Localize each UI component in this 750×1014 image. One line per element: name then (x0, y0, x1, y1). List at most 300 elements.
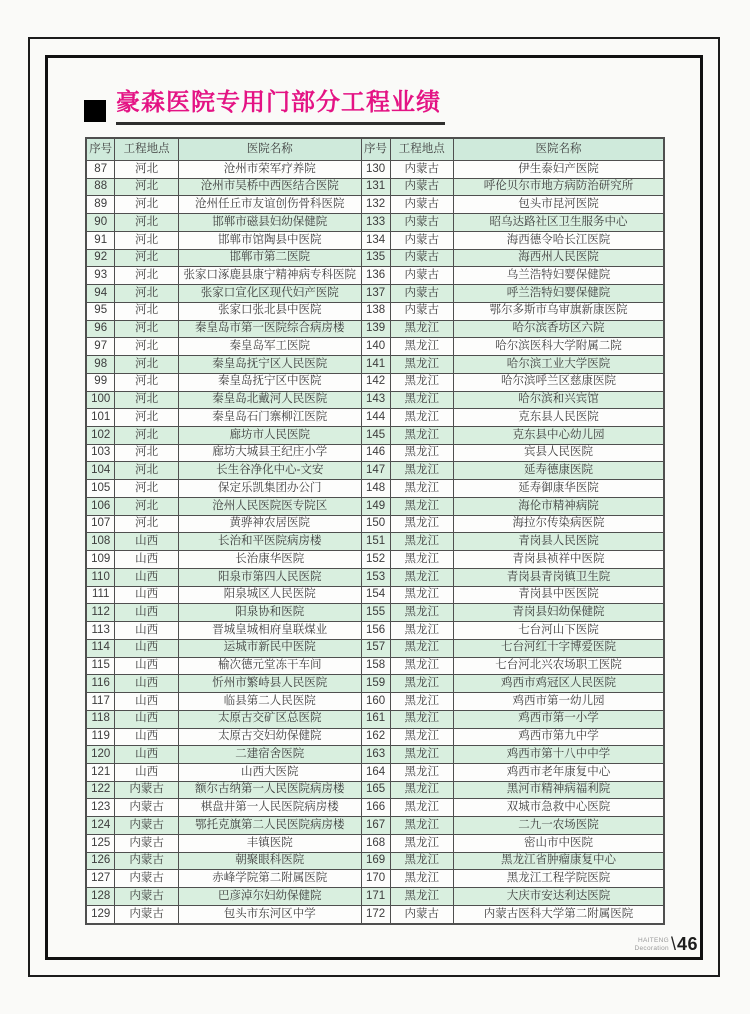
left-index-cell: 105 (86, 480, 115, 498)
right-hospital-cell: 哈尔滨医科大学附属二院 (454, 338, 664, 356)
left-hospital-cell: 沧州任丘市友谊创伤骨科医院 (178, 196, 361, 214)
left-hospital-cell: 秦皇岛军工医院 (178, 338, 361, 356)
left-hospital-cell: 山西大医院 (178, 763, 361, 781)
left-index-cell: 92 (86, 249, 115, 267)
left-index-cell: 128 (86, 888, 115, 906)
right-hospital-cell: 包头市昆河医院 (454, 196, 664, 214)
header-location-right: 工程地点 (390, 138, 454, 161)
left-hospital-cell: 沧州市吴桥中西医结合医院 (178, 178, 361, 196)
left-hospital-cell: 包头市东河区中学 (178, 905, 361, 924)
right-location-cell: 黑龙江 (390, 568, 454, 586)
left-hospital-cell: 张家口张北县中医院 (178, 302, 361, 320)
header-hospital-left: 医院名称 (178, 138, 361, 161)
right-hospital-cell: 青岗县妇幼保健院 (454, 604, 664, 622)
right-location-cell: 黑龙江 (390, 746, 454, 764)
right-location-cell: 内蒙古 (390, 196, 454, 214)
right-location-cell: 黑龙江 (390, 373, 454, 391)
left-index-cell: 129 (86, 905, 115, 924)
right-location-cell: 内蒙古 (390, 905, 454, 924)
table-row (86, 515, 664, 533)
right-hospital-cell: 宾县人民医院 (454, 444, 664, 462)
right-location-cell: 黑龙江 (390, 604, 454, 622)
left-location-cell: 山西 (115, 568, 179, 586)
table-row (86, 214, 664, 232)
left-hospital-cell: 张家口涿鹿县康宁精神病专科医院 (178, 267, 361, 285)
page-footer (635, 934, 698, 955)
header-index-left: 序号 (86, 138, 115, 161)
right-index-cell: 170 (361, 870, 390, 888)
left-location-cell: 河北 (115, 356, 179, 374)
table-row (86, 320, 664, 338)
right-hospital-cell: 呼伦贝尔市地方病防治研究所 (454, 178, 664, 196)
right-hospital-cell: 二九一农场医院 (454, 817, 664, 835)
left-hospital-cell: 长治和平医院病房楼 (178, 533, 361, 551)
page-number: 46 (676, 934, 698, 954)
left-location-cell: 河北 (115, 161, 179, 179)
right-index-cell: 147 (361, 462, 390, 480)
table-row (86, 161, 664, 179)
left-location-cell: 山西 (115, 622, 179, 640)
right-hospital-cell: 海西德令哈长江医院 (454, 231, 664, 249)
right-hospital-cell: 青岗县中医医院 (454, 586, 664, 604)
left-location-cell: 河北 (115, 285, 179, 303)
left-index-cell: 113 (86, 622, 115, 640)
left-index-cell: 111 (86, 586, 115, 604)
right-hospital-cell: 海伦市精神病院 (454, 497, 664, 515)
table-row (86, 444, 664, 462)
table-row (86, 373, 664, 391)
left-location-cell: 山西 (115, 639, 179, 657)
right-location-cell: 黑龙江 (390, 675, 454, 693)
table-row (86, 231, 664, 249)
right-index-cell: 153 (361, 568, 390, 586)
header-row (86, 138, 664, 161)
table-row (86, 799, 664, 817)
table-row (86, 285, 664, 303)
right-location-cell: 黑龙江 (390, 427, 454, 445)
left-location-cell: 内蒙古 (115, 781, 179, 799)
left-index-cell: 108 (86, 533, 115, 551)
left-hospital-cell: 忻州市繁峙县人民医院 (178, 675, 361, 693)
right-index-cell: 169 (361, 852, 390, 870)
left-index-cell: 109 (86, 551, 115, 569)
left-index-cell: 96 (86, 320, 115, 338)
table-row (86, 533, 664, 551)
left-hospital-cell: 晋城皇城相府皇联煤业 (178, 622, 361, 640)
right-hospital-cell: 鸡西市老年康复中心 (454, 763, 664, 781)
right-index-cell: 148 (361, 480, 390, 498)
right-hospital-cell: 密山市中医院 (454, 834, 664, 852)
left-hospital-cell: 长治康华医院 (178, 551, 361, 569)
table-row (86, 763, 664, 781)
right-location-cell: 黑龙江 (390, 781, 454, 799)
left-hospital-cell: 秦皇岛抚宁区中医院 (178, 373, 361, 391)
table-row (86, 497, 664, 515)
right-index-cell: 156 (361, 622, 390, 640)
table-row (86, 905, 664, 924)
table-row (86, 267, 664, 285)
right-index-cell: 162 (361, 728, 390, 746)
table-row (86, 409, 664, 427)
right-location-cell: 黑龙江 (390, 799, 454, 817)
right-index-cell: 140 (361, 338, 390, 356)
right-location-cell: 黑龙江 (390, 480, 454, 498)
right-index-cell: 139 (361, 320, 390, 338)
table-row (86, 302, 664, 320)
left-hospital-cell: 额尔古纳第一人民医院病房楼 (178, 781, 361, 799)
right-location-cell: 黑龙江 (390, 551, 454, 569)
left-hospital-cell: 黄骅神农居医院 (178, 515, 361, 533)
right-hospital-cell: 呼兰浩特妇婴保健院 (454, 285, 664, 303)
right-index-cell: 152 (361, 551, 390, 569)
right-location-cell: 内蒙古 (390, 231, 454, 249)
table-row (86, 728, 664, 746)
right-hospital-cell: 鸡西市鸡冠区人民医院 (454, 675, 664, 693)
right-index-cell: 171 (361, 888, 390, 906)
table-row (86, 622, 664, 640)
table-row (86, 249, 664, 267)
right-index-cell: 130 (361, 161, 390, 179)
right-hospital-cell: 黑龙江省肿瘤康复中心 (454, 852, 664, 870)
left-location-cell: 河北 (115, 214, 179, 232)
right-index-cell: 161 (361, 710, 390, 728)
table-row (86, 462, 664, 480)
left-location-cell: 山西 (115, 657, 179, 675)
right-hospital-cell: 青岗县青岗镇卫生院 (454, 568, 664, 586)
left-index-cell: 120 (86, 746, 115, 764)
right-location-cell: 黑龙江 (390, 391, 454, 409)
right-hospital-cell: 七台河红十字博爱医院 (454, 639, 664, 657)
right-location-cell: 黑龙江 (390, 657, 454, 675)
right-index-cell: 138 (361, 302, 390, 320)
left-index-cell: 116 (86, 675, 115, 693)
left-hospital-cell: 阳泉市第四人民医院 (178, 568, 361, 586)
left-hospital-cell: 廊坊大城县王纪庄小学 (178, 444, 361, 462)
right-location-cell: 黑龙江 (390, 852, 454, 870)
right-location-cell: 黑龙江 (390, 356, 454, 374)
left-location-cell: 内蒙古 (115, 852, 179, 870)
table-row (86, 178, 664, 196)
left-location-cell: 河北 (115, 196, 179, 214)
right-hospital-cell: 鄂尔多斯市乌审旗新康医院 (454, 302, 664, 320)
left-location-cell: 河北 (115, 444, 179, 462)
right-location-cell: 黑龙江 (390, 497, 454, 515)
right-hospital-cell: 黑龙江工程学院医院 (454, 870, 664, 888)
left-hospital-cell: 棋盘井第一人民医院病房楼 (178, 799, 361, 817)
left-location-cell: 河北 (115, 249, 179, 267)
left-hospital-cell: 邯郸市第二医院 (178, 249, 361, 267)
left-hospital-cell: 二建宿舍医院 (178, 746, 361, 764)
title-bullet-square-icon (84, 100, 106, 122)
left-hospital-cell: 榆次德元堂冻干车间 (178, 657, 361, 675)
right-location-cell: 黑龙江 (390, 444, 454, 462)
right-hospital-cell: 青岗县祯祥中医院 (454, 551, 664, 569)
right-index-cell: 163 (361, 746, 390, 764)
left-hospital-cell: 秦皇岛市第一医院综合病房楼 (178, 320, 361, 338)
left-index-cell: 115 (86, 657, 115, 675)
table-row (86, 568, 664, 586)
left-hospital-cell: 朝聚眼科医院 (178, 852, 361, 870)
brand-mark (635, 937, 669, 952)
right-index-cell: 131 (361, 178, 390, 196)
right-hospital-cell: 鸡西市第九中学 (454, 728, 664, 746)
left-location-cell: 内蒙古 (115, 799, 179, 817)
left-location-cell: 山西 (115, 604, 179, 622)
right-hospital-cell: 哈尔滨工业大学医院 (454, 356, 664, 374)
right-location-cell: 黑龙江 (390, 639, 454, 657)
right-hospital-cell: 伊生泰妇产医院 (454, 161, 664, 179)
right-location-cell: 内蒙古 (390, 267, 454, 285)
left-hospital-cell: 邯郸市磁县妇幼保健院 (178, 214, 361, 232)
left-location-cell: 河北 (115, 515, 179, 533)
right-index-cell: 159 (361, 675, 390, 693)
right-hospital-cell: 乌兰浩特妇婴保健院 (454, 267, 664, 285)
table-row (86, 427, 664, 445)
table-row (86, 586, 664, 604)
left-hospital-cell: 巴彦淖尔妇幼保健院 (178, 888, 361, 906)
table-header (86, 138, 664, 161)
header-location-left: 工程地点 (115, 138, 179, 161)
right-index-cell: 154 (361, 586, 390, 604)
left-index-cell: 94 (86, 285, 115, 303)
left-hospital-cell: 临县第二人民医院 (178, 693, 361, 711)
left-location-cell: 内蒙古 (115, 905, 179, 924)
projects-table (85, 137, 665, 925)
left-location-cell: 山西 (115, 746, 179, 764)
table-row (86, 693, 664, 711)
right-location-cell: 黑龙江 (390, 409, 454, 427)
left-index-cell: 101 (86, 409, 115, 427)
left-index-cell: 98 (86, 356, 115, 374)
right-index-cell: 145 (361, 427, 390, 445)
right-index-cell: 158 (361, 657, 390, 675)
right-hospital-cell: 延寿御康华医院 (454, 480, 664, 498)
right-index-cell: 142 (361, 373, 390, 391)
left-hospital-cell: 太原古交矿区总医院 (178, 710, 361, 728)
page-title-block (84, 90, 445, 125)
left-hospital-cell: 阳泉城区人民医院 (178, 586, 361, 604)
left-location-cell: 河北 (115, 427, 179, 445)
left-location-cell: 河北 (115, 480, 179, 498)
table-row (86, 781, 664, 799)
right-hospital-cell: 双城市急救中心医院 (454, 799, 664, 817)
table-row (86, 852, 664, 870)
left-index-cell: 126 (86, 852, 115, 870)
left-location-cell: 河北 (115, 497, 179, 515)
left-location-cell: 内蒙古 (115, 888, 179, 906)
table-row (86, 604, 664, 622)
right-index-cell: 150 (361, 515, 390, 533)
left-hospital-cell: 秦皇岛抚宁区人民医院 (178, 356, 361, 374)
right-location-cell: 内蒙古 (390, 249, 454, 267)
left-index-cell: 97 (86, 338, 115, 356)
left-hospital-cell: 鄂托克旗第二人民医院病房楼 (178, 817, 361, 835)
table-row (86, 356, 664, 374)
right-index-cell: 165 (361, 781, 390, 799)
left-location-cell: 山西 (115, 763, 179, 781)
right-hospital-cell: 克东县中心幼儿园 (454, 427, 664, 445)
right-location-cell: 内蒙古 (390, 285, 454, 303)
left-location-cell: 河北 (115, 373, 179, 391)
right-location-cell: 黑龙江 (390, 533, 454, 551)
right-hospital-cell: 大庆市安达利达医院 (454, 888, 664, 906)
right-index-cell: 157 (361, 639, 390, 657)
left-location-cell: 河北 (115, 231, 179, 249)
right-index-cell: 137 (361, 285, 390, 303)
left-index-cell: 122 (86, 781, 115, 799)
right-hospital-cell: 青岗县人民医院 (454, 533, 664, 551)
left-hospital-cell: 赤峰学院第二附属医院 (178, 870, 361, 888)
left-index-cell: 100 (86, 391, 115, 409)
right-index-cell: 166 (361, 799, 390, 817)
right-location-cell: 黑龙江 (390, 586, 454, 604)
left-index-cell: 114 (86, 639, 115, 657)
page-title: 豪森医院专用门部分工程业绩 (116, 90, 445, 125)
left-location-cell: 河北 (115, 320, 179, 338)
right-location-cell: 黑龙江 (390, 622, 454, 640)
left-index-cell: 117 (86, 693, 115, 711)
left-location-cell: 山西 (115, 693, 179, 711)
left-hospital-cell: 廊坊市人民医院 (178, 427, 361, 445)
right-index-cell: 146 (361, 444, 390, 462)
header-hospital-right: 医院名称 (454, 138, 664, 161)
left-index-cell: 91 (86, 231, 115, 249)
right-location-cell: 黑龙江 (390, 462, 454, 480)
right-location-cell: 黑龙江 (390, 515, 454, 533)
right-location-cell: 黑龙江 (390, 693, 454, 711)
table-row (86, 710, 664, 728)
left-index-cell: 118 (86, 710, 115, 728)
right-hospital-cell: 哈尔滨香坊区六院 (454, 320, 664, 338)
left-location-cell: 河北 (115, 462, 179, 480)
left-index-cell: 95 (86, 302, 115, 320)
table-row (86, 196, 664, 214)
left-location-cell: 河北 (115, 267, 179, 285)
right-location-cell: 黑龙江 (390, 338, 454, 356)
left-location-cell: 山西 (115, 551, 179, 569)
right-location-cell: 内蒙古 (390, 302, 454, 320)
right-hospital-cell: 内蒙古医科大学第二附属医院 (454, 905, 664, 924)
left-index-cell: 87 (86, 161, 115, 179)
left-index-cell: 104 (86, 462, 115, 480)
right-hospital-cell: 哈尔滨和兴宾馆 (454, 391, 664, 409)
right-index-cell: 143 (361, 391, 390, 409)
left-index-cell: 102 (86, 427, 115, 445)
left-location-cell: 山西 (115, 586, 179, 604)
left-hospital-cell: 张家口宣化区现代妇产医院 (178, 285, 361, 303)
left-index-cell: 127 (86, 870, 115, 888)
right-index-cell: 168 (361, 834, 390, 852)
projects-table-body (86, 161, 664, 925)
right-location-cell: 黑龙江 (390, 728, 454, 746)
right-index-cell: 151 (361, 533, 390, 551)
right-hospital-cell: 海西州人民医院 (454, 249, 664, 267)
right-hospital-cell: 鸡西市第十八中中学 (454, 746, 664, 764)
right-location-cell: 黑龙江 (390, 834, 454, 852)
table-row (86, 480, 664, 498)
left-hospital-cell: 沧州市荣军疗养院 (178, 161, 361, 179)
left-location-cell: 内蒙古 (115, 834, 179, 852)
brand-subtitle: Decoration (634, 944, 669, 952)
left-hospital-cell: 沧州人民医院医专院区 (178, 497, 361, 515)
left-location-cell: 山西 (115, 728, 179, 746)
left-location-cell: 河北 (115, 409, 179, 427)
right-index-cell: 144 (361, 409, 390, 427)
left-hospital-cell: 丰镇医院 (178, 834, 361, 852)
right-hospital-cell: 鸡西市第一小学 (454, 710, 664, 728)
left-index-cell: 88 (86, 178, 115, 196)
right-hospital-cell: 海拉尔传染病医院 (454, 515, 664, 533)
right-location-cell: 内蒙古 (390, 214, 454, 232)
right-hospital-cell: 克东县人民医院 (454, 409, 664, 427)
table-row (86, 675, 664, 693)
right-index-cell: 134 (361, 231, 390, 249)
right-index-cell: 133 (361, 214, 390, 232)
table-row (86, 639, 664, 657)
left-hospital-cell: 太原古交妇幼保健院 (178, 728, 361, 746)
right-location-cell: 黑龙江 (390, 710, 454, 728)
table-row (86, 746, 664, 764)
left-index-cell: 124 (86, 817, 115, 835)
left-hospital-cell: 保定乐凯集团办公门 (178, 480, 361, 498)
left-index-cell: 103 (86, 444, 115, 462)
right-index-cell: 141 (361, 356, 390, 374)
left-index-cell: 110 (86, 568, 115, 586)
left-index-cell: 89 (86, 196, 115, 214)
right-index-cell: 167 (361, 817, 390, 835)
right-hospital-cell: 哈尔滨呼兰区慈康医院 (454, 373, 664, 391)
right-index-cell: 149 (361, 497, 390, 515)
table-row (86, 657, 664, 675)
left-location-cell: 河北 (115, 178, 179, 196)
right-index-cell: 132 (361, 196, 390, 214)
left-hospital-cell: 邯郸市馆陶县中医院 (178, 231, 361, 249)
right-hospital-cell: 七台河山下医院 (454, 622, 664, 640)
left-location-cell: 内蒙古 (115, 817, 179, 835)
table-row (86, 834, 664, 852)
left-location-cell: 山西 (115, 675, 179, 693)
left-index-cell: 106 (86, 497, 115, 515)
right-index-cell: 135 (361, 249, 390, 267)
left-location-cell: 河北 (115, 391, 179, 409)
table-row (86, 817, 664, 835)
table-row (86, 551, 664, 569)
left-index-cell: 123 (86, 799, 115, 817)
left-hospital-cell: 长生谷净化中心-文安 (178, 462, 361, 480)
right-hospital-cell: 七台河北兴农场职工医院 (454, 657, 664, 675)
right-location-cell: 黑龙江 (390, 870, 454, 888)
right-location-cell: 内蒙古 (390, 161, 454, 179)
left-hospital-cell: 运城市新民中医院 (178, 639, 361, 657)
left-location-cell: 山西 (115, 710, 179, 728)
right-index-cell: 164 (361, 763, 390, 781)
left-location-cell: 河北 (115, 302, 179, 320)
table-row (86, 338, 664, 356)
left-hospital-cell: 秦皇岛石门寨柳江医院 (178, 409, 361, 427)
right-location-cell: 黑龙江 (390, 817, 454, 835)
left-hospital-cell: 阳泉协和医院 (178, 604, 361, 622)
header-index-right: 序号 (361, 138, 390, 161)
right-hospital-cell: 延寿德康医院 (454, 462, 664, 480)
left-index-cell: 112 (86, 604, 115, 622)
right-hospital-cell: 鸡西市第一幼儿园 (454, 693, 664, 711)
right-location-cell: 黑龙江 (390, 320, 454, 338)
left-location-cell: 河北 (115, 338, 179, 356)
left-hospital-cell: 秦皇岛北戴河人民医院 (178, 391, 361, 409)
left-index-cell: 121 (86, 763, 115, 781)
left-index-cell: 90 (86, 214, 115, 232)
footer-slash: \ (670, 934, 676, 954)
